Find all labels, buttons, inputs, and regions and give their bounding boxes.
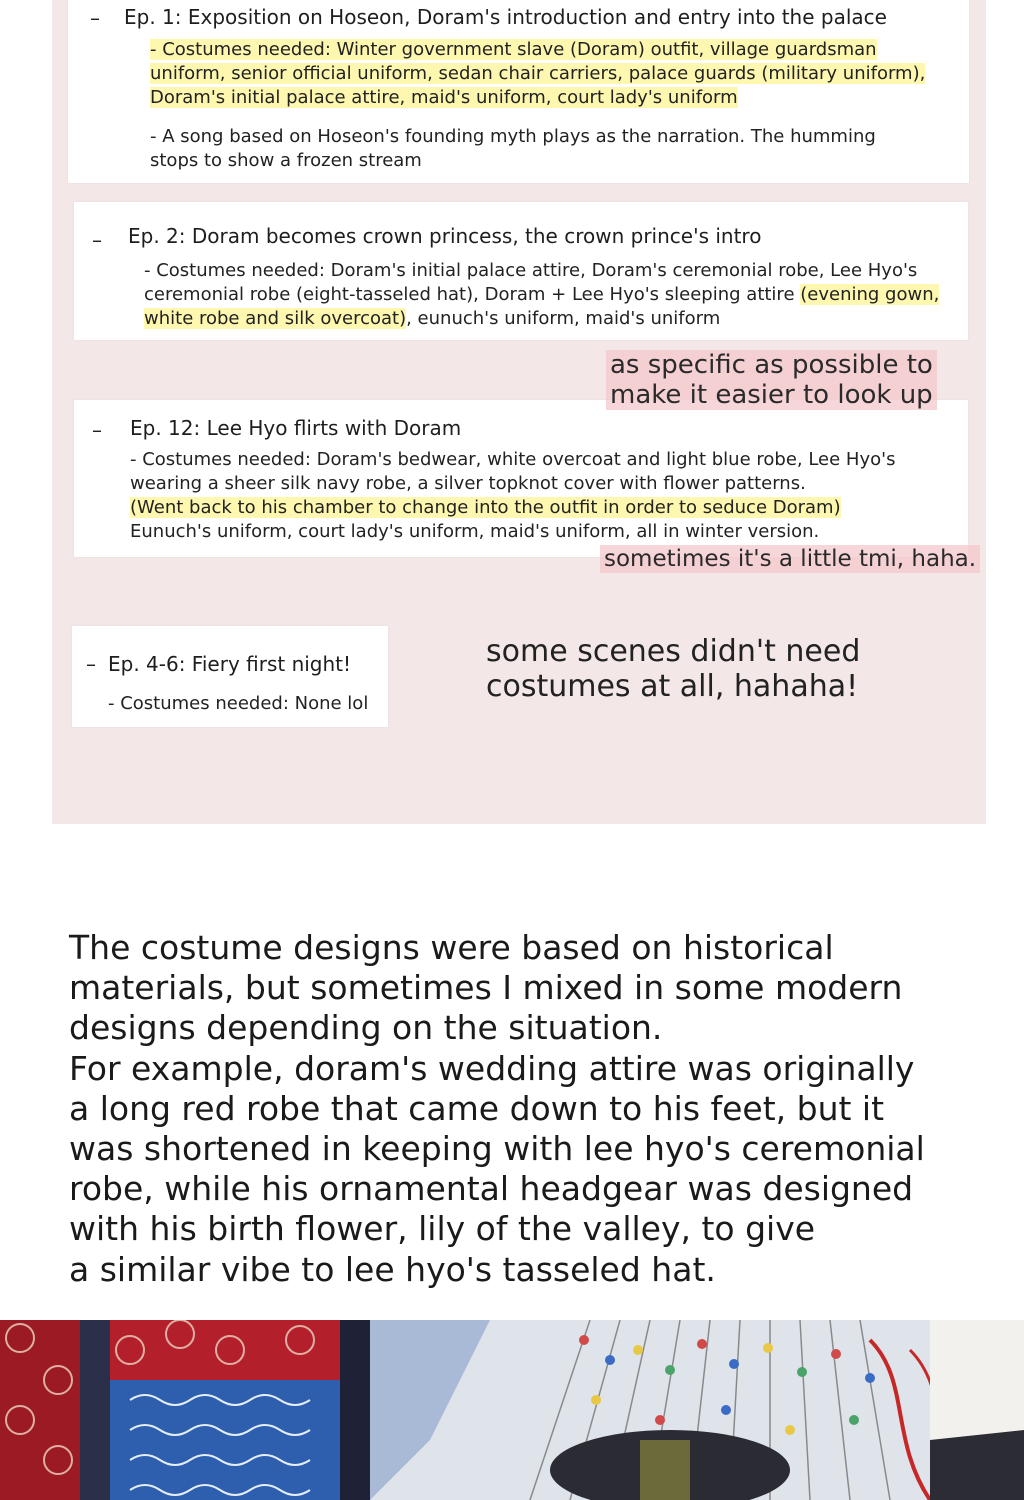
episode-title: Ep. 2: Doram becomes crown princess, the crown prince's intro: [128, 224, 762, 248]
dash-bullet: –: [92, 228, 102, 252]
episode-costumes: [130, 448, 960, 544]
explanation-paragraph: [69, 928, 969, 1290]
highlighted-text: white robe and silk overcoat): [144, 308, 407, 329]
costume-line: , eunuch's uniform, maid's uniform: [406, 308, 721, 329]
annotation-note: sometimes it's a little tmi, haha.: [600, 545, 980, 573]
episode-notes: [150, 125, 960, 173]
episode-title: Ep. 1: Exposition on Hoseon, Doram's introduction and entry into the palace: [124, 5, 887, 29]
note-line: - A song based on Hoseon's founding myth plays as the narration. The humming: [150, 126, 876, 147]
highlighted-text: uniform, senior official uniform, sedan chair carriers, palace guards (military uniform),: [150, 63, 926, 84]
dash-bullet: –: [92, 418, 102, 442]
costume-line: Eunuch's uniform, court lady's uniform, maid's uniform, all in winter version.: [130, 521, 820, 542]
paragraph-line: designs depending on the situation.: [69, 1008, 663, 1048]
episode-costumes: [150, 38, 960, 110]
paragraph-line: robe, while his ornamental headgear was designed: [69, 1169, 914, 1209]
side-note: some scenes didn't need: [486, 634, 861, 669]
episode-card-2: [74, 202, 968, 340]
episode-costumes: - Costumes needed: None lol: [108, 693, 369, 714]
paragraph-line: was shortened in keeping with lee hyo's ceremonial: [69, 1129, 925, 1169]
paragraph-line: The costume designs were based on historical: [69, 928, 834, 967]
paragraph-line: materials, but sometimes I mixed in some modern: [69, 968, 903, 1008]
robe-illustration: [0, 1320, 370, 1500]
highlighted-text: (evening gown,: [800, 284, 940, 305]
side-note: costumes at all, hahaha!: [486, 669, 859, 704]
highlighted-text: - Costumes needed: Winter government slave (Doram) outfit, village guardsman: [150, 39, 877, 60]
paragraph-line: with his birth flower, lily of the valley, to give: [69, 1209, 816, 1249]
costume-line: - Costumes needed: Doram's initial palace attire, Doram's ceremonial robe, Lee Hyo's: [144, 260, 918, 281]
paragraph-line: a similar vibe to lee hyo's tasseled hat.: [69, 1249, 716, 1289]
annotation-note: make it easier to look up: [606, 380, 937, 410]
costume-line: ceremonial robe (eight-tasseled hat), Doram + Lee Hyo's sleeping attire: [144, 284, 801, 305]
episode-card-1: [68, 0, 969, 183]
episode-card-12: [74, 400, 968, 557]
note-line: stops to show a frozen stream: [150, 150, 422, 171]
annotation-note: as specific as possible to: [606, 350, 937, 380]
highlighted-text: (Went back to his chamber to change into the outfit in order to seduce Doram): [130, 497, 841, 518]
episode-title: Ep. 4-6: Fiery first night!: [108, 652, 352, 676]
hat-illustration: [370, 1320, 1024, 1500]
paragraph-line: a long red robe that came down to his feet, but it: [69, 1088, 885, 1128]
paragraph-line: For example, doram's wedding attire was originally: [69, 1048, 915, 1088]
episode-card-4-6: [72, 626, 388, 727]
episode-title: Ep. 12: Lee Hyo flirts with Doram: [130, 416, 462, 440]
dash-bullet: –: [90, 6, 100, 30]
episode-costumes: [144, 259, 964, 331]
costume-line: - Costumes needed: Doram's bedwear, white overcoat and light blue robe, Lee Hyo's: [130, 449, 896, 470]
dash-bullet: –: [86, 652, 96, 676]
costume-line: wearing a sheer silk navy robe, a silver topknot cover with flower patterns.: [130, 473, 806, 494]
highlighted-text: Doram's initial palace attire, maid's uniform, court lady's uniform: [150, 87, 738, 108]
